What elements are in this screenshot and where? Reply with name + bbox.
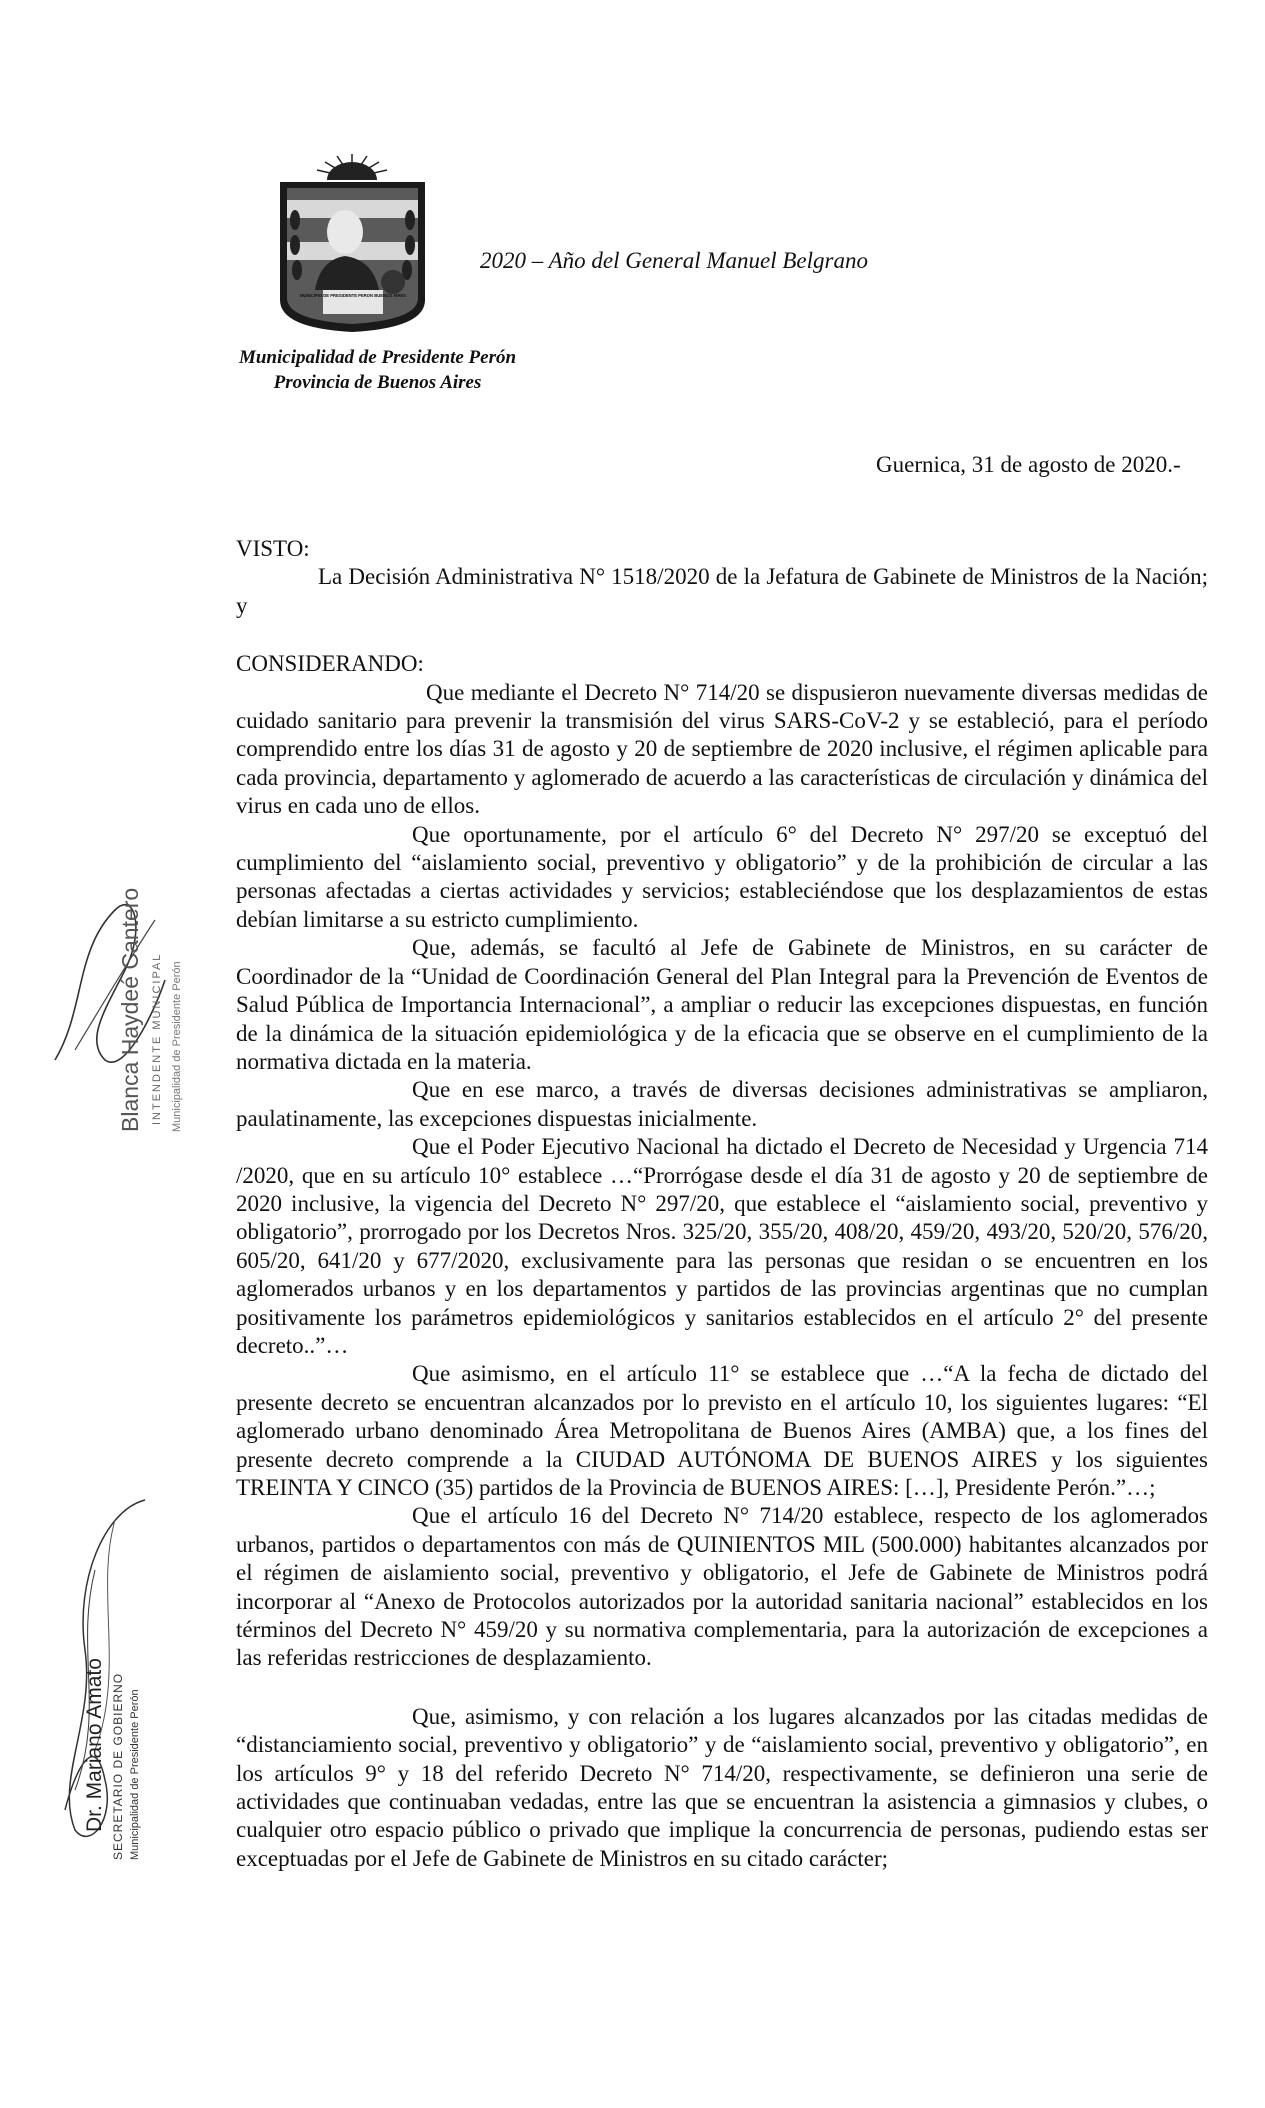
province-name: Provincia de Buenos Aires — [273, 372, 482, 393]
stamp-name: Blanca Haydeé Cantero — [117, 887, 143, 1132]
stamp-role: INTENDENTE MUNICIPAL — [151, 952, 163, 1125]
visto-text: La Decisión Administrativa N° 1518/2020 de la Jefatura de Gabinete de Ministros de la Nación; y — [236, 564, 1208, 618]
stamp-org: Municipalidad de Presidente Perón — [129, 1689, 141, 1860]
stamp-org: Municipalidad de Presidente Perón — [171, 961, 183, 1132]
considerando-paragraph: Que, además, se facultó al Jefe de Gabinete de Ministros, en su carácter de Coordinador de la “Unidad de Coordinación General del Plan Integral para la Prevención de Eventos de Salud Pública de Importancia Internacional”, a ampliar o reducir las excepciones dispuestas, en función de la dinámica de la situación epidemiológica y de la eficacia que se observe en el cumplimiento de la normativa dictada en la materia. — [236, 935, 1208, 1074]
crest-text: MUNICIPIO DE PRESIDENTE PERON BUENOS AIRES — [300, 293, 406, 298]
considerando-paragraph: Que el Poder Ejecutivo Nacional ha dictado el Decreto de Necesidad y Urgencia 714 /2020, que en su artículo 10° establece …“Prorrógase desde el día 31 de agosto y 20 de septiembre de 2020 inclusive, la vigencia del Decreto N° 297/20, que establece el “aislamiento social, preventivo y obligatorio”, prorrogado por los Decretos Nros. 325/20, 355/20, 408/20, 459/20, 493/20, 520/20, 576/20, 605/20, 641/20 y 677/2020, exclusivamente para las personas que residan o se encuentren en los aglomerados urbanos y en los departamentos y partidos de las provincias argentinas que no cumplan positivamente los parámetros epidemiológicos y sanitarios establecidos en el artículo 2° del presente decreto..”… — [236, 1134, 1208, 1358]
intendente-stamp — [105, 870, 215, 1140]
date-line: Guernica, 31 de agosto de 2020.- — [876, 452, 1181, 477]
considerando-paragraph: Que el artículo 16 del Decreto N° 714/20 establece, respecto de los aglomerados urbanos, partidos o departamentos con más de QUINIENTOS MIL (500.000) habitantes alcanzados por el régimen de aislamiento social, preventivo y obligatorio, el Jefe de Gabinete de Ministros podrá incorporar al “Anexo de Protocolos autorizados por la autoridad sanitaria nacional” establecidos en los términos del Decreto N° 459/20 y su normativa complementaria, para la autorización de excepciones a las referidas restricciones de desplazamiento. — [236, 1503, 1208, 1671]
considerando-paragraph: Que mediante el Decreto N° 714/20 se dispusieron nuevamente diversas medidas de cuidado sanitario para prevenir la transmisión del virus SARS-CoV-2 y se estableció, para el período comprendido entre los días 31 de agosto y 20 de septiembre de 2020 inclusive, el régimen aplicable para cada provincia, departamento y aglomerado de acuerdo a las características de circulación y dinámica del virus en cada uno de ellos. — [236, 679, 1208, 819]
secretario-stamp — [55, 1520, 165, 1870]
considerando-paragraph: Que asimismo, en el artículo 11° se establece que …“A la fecha de dictado del presente decreto se encuentran alcanzados por lo previsto en el artículo 10, los siguientes lugares: “El aglomerado urbano denominado Área Metropolitana de Buenos Aires (AMBA) que, a los fines del presente decreto comprende a la CIUDAD AUTÓNOMA DE BUENOS AIRES y los siguientes TREINTA Y CINCO (35) partidos de la Provincia de BUENOS AIRES: […], Presidente Perón.”…; — [236, 1361, 1208, 1500]
municipal-crest — [275, 150, 430, 335]
stamp-role: SECRETARIO DE GOBIERNO — [111, 1672, 125, 1860]
document-body — [236, 535, 1208, 1873]
considerando-paragraph: Que oportunamente, por el artículo 6° del Decreto N° 297/20 se exceptuó del cumplimiento del “aislamiento social, preventivo y obligatorio” y de la prohibición de circular a las personas afectadas a ciertas actividades y servicios; estableciéndose que los desplazamientos de estas debían limitarse a su estricto cumplimiento. — [236, 821, 1208, 932]
stamp-name: Dr. Mariano Amato — [83, 1658, 106, 1832]
visto-heading: VISTO: — [236, 536, 310, 561]
crest-logo — [275, 150, 430, 335]
municipality-header — [205, 345, 550, 395]
municipality-name: Municipalidad de Presidente Perón — [238, 347, 517, 368]
considerando-paragraph: Que, asimismo, y con relación a los lugares alcanzados por las citadas medidas de “distanciamiento social, preventivo y obligatorio” y de “aislamiento social, preventivo y obligatorio”, en los artículos 9° y 18 del referido Decreto N° 714/20, respectivamente, se definieron una serie de actividades que continuaban vedadas, entre las que se encuentran la asistencia a gimnasios y clubes, o cualquier otro espacio público o privado que implique la concurrencia de personas, pudiendo estas ser exceptuadas por el Jefe de Gabinete de Ministros en su citado carácter; — [236, 1703, 1208, 1871]
signature-scribble — [35, 1490, 185, 1860]
year-motto: 2020 – Año del General Manuel Belgrano — [480, 248, 868, 273]
considerando-paragraph: Que en ese marco, a través de diversas decisiones administrativas se ampliaron, paulatinamente, las excepciones dispuestas inicialmente. — [236, 1077, 1208, 1131]
considerando-heading: CONSIDERANDO: — [236, 651, 424, 677]
